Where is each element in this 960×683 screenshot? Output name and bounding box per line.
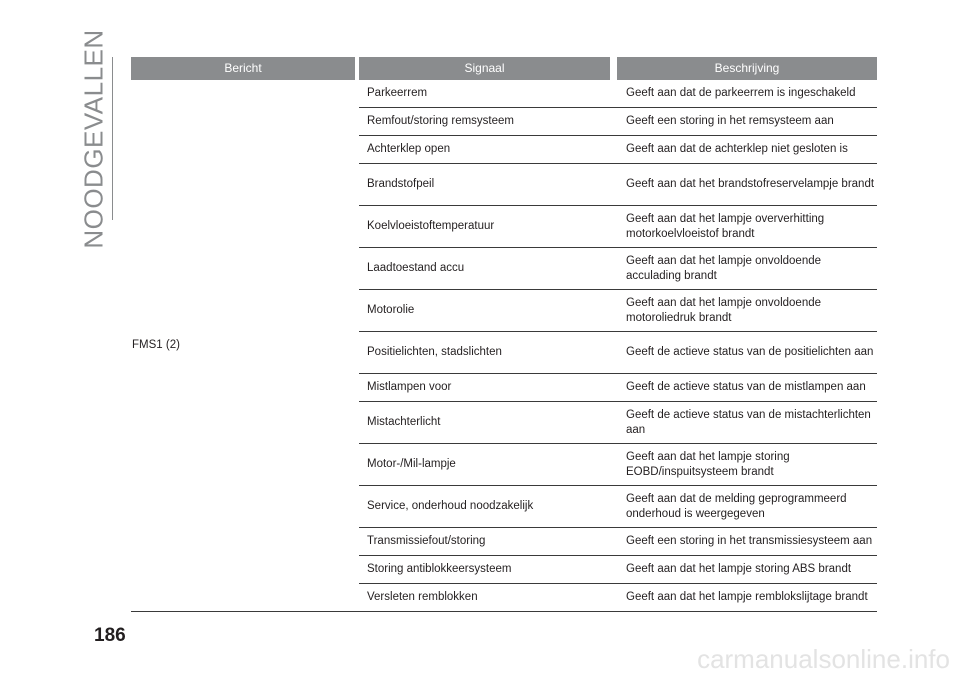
header-description: Beschrijving — [617, 57, 877, 80]
section-title: NOODGEVALLEN — [78, 28, 109, 249]
warning-messages-table — [131, 57, 877, 612]
description-cell: Geeft aan dat het lampje onvoldoende acculading brandt — [617, 248, 877, 290]
description-cell: Geeft aan dat de achterklep niet gesloten is — [617, 136, 877, 164]
signal-cell: Achterklep open — [359, 136, 617, 164]
signal-cell: Motorolie — [359, 290, 617, 332]
table-row — [131, 80, 877, 108]
signal-cell: Mistachterlicht — [359, 402, 617, 444]
signal-cell: Motor-/Mil-lampje — [359, 444, 617, 486]
description-cell: Geeft een storing in het remsysteem aan — [617, 108, 877, 136]
signal-cell: Storing antiblokkeersysteem — [359, 556, 617, 584]
table-header-row — [131, 57, 877, 80]
section-divider — [112, 57, 113, 220]
signal-cell: Transmissiefout/storing — [359, 528, 617, 556]
signal-cell: Remfout/storing remsysteem — [359, 108, 617, 136]
signal-cell: Parkeerrem — [359, 80, 617, 108]
description-cell: Geeft aan dat het lampje storing EOBD/inspuitsysteem brandt — [617, 444, 877, 486]
description-cell: Geeft aan dat de melding geprogrammeerd onderhoud is weergegeven — [617, 486, 877, 528]
signal-cell: Mistlampen voor — [359, 374, 617, 402]
description-cell: Geeft aan dat de parkeerrem is ingeschakeld — [617, 80, 877, 108]
description-cell: Geeft aan dat het lampje remblokslijtage brandt — [617, 584, 877, 612]
signal-cell: Versleten remblokken — [359, 584, 617, 612]
header-signal: Signaal — [359, 57, 617, 80]
signal-cell: Positielichten, stadslichten — [359, 332, 617, 374]
page-number: 186 — [94, 625, 126, 646]
description-cell: Geeft de actieve status van de mistachterlichten aan — [617, 402, 877, 444]
signal-cell: Service, onderhoud noodzakelijk — [359, 486, 617, 528]
signal-cell: Brandstofpeil — [359, 164, 617, 206]
description-cell: Geeft de actieve status van de mistlampen aan — [617, 374, 877, 402]
description-cell: Geeft aan dat het lampje oververhitting motorkoelvloeistof brandt — [617, 206, 877, 248]
description-cell: Geeft aan dat het brandstofreservelampje brandt — [617, 164, 877, 206]
message-cell: FMS1 (2) — [131, 80, 359, 612]
description-cell: Geeft de actieve status van de positielichten aan — [617, 332, 877, 374]
header-message: Bericht — [131, 57, 359, 80]
description-cell: Geeft aan dat het lampje storing ABS brandt — [617, 556, 877, 584]
description-cell: Geeft aan dat het lampje onvoldoende motoroliedruk brandt — [617, 290, 877, 332]
description-cell: Geeft een storing in het transmissiesysteem aan — [617, 528, 877, 556]
signal-cell: Koelvloeistoftemperatuur — [359, 206, 617, 248]
signal-cell: Laadtoestand accu — [359, 248, 617, 290]
watermark: carmanualsonline.info — [697, 644, 950, 674]
